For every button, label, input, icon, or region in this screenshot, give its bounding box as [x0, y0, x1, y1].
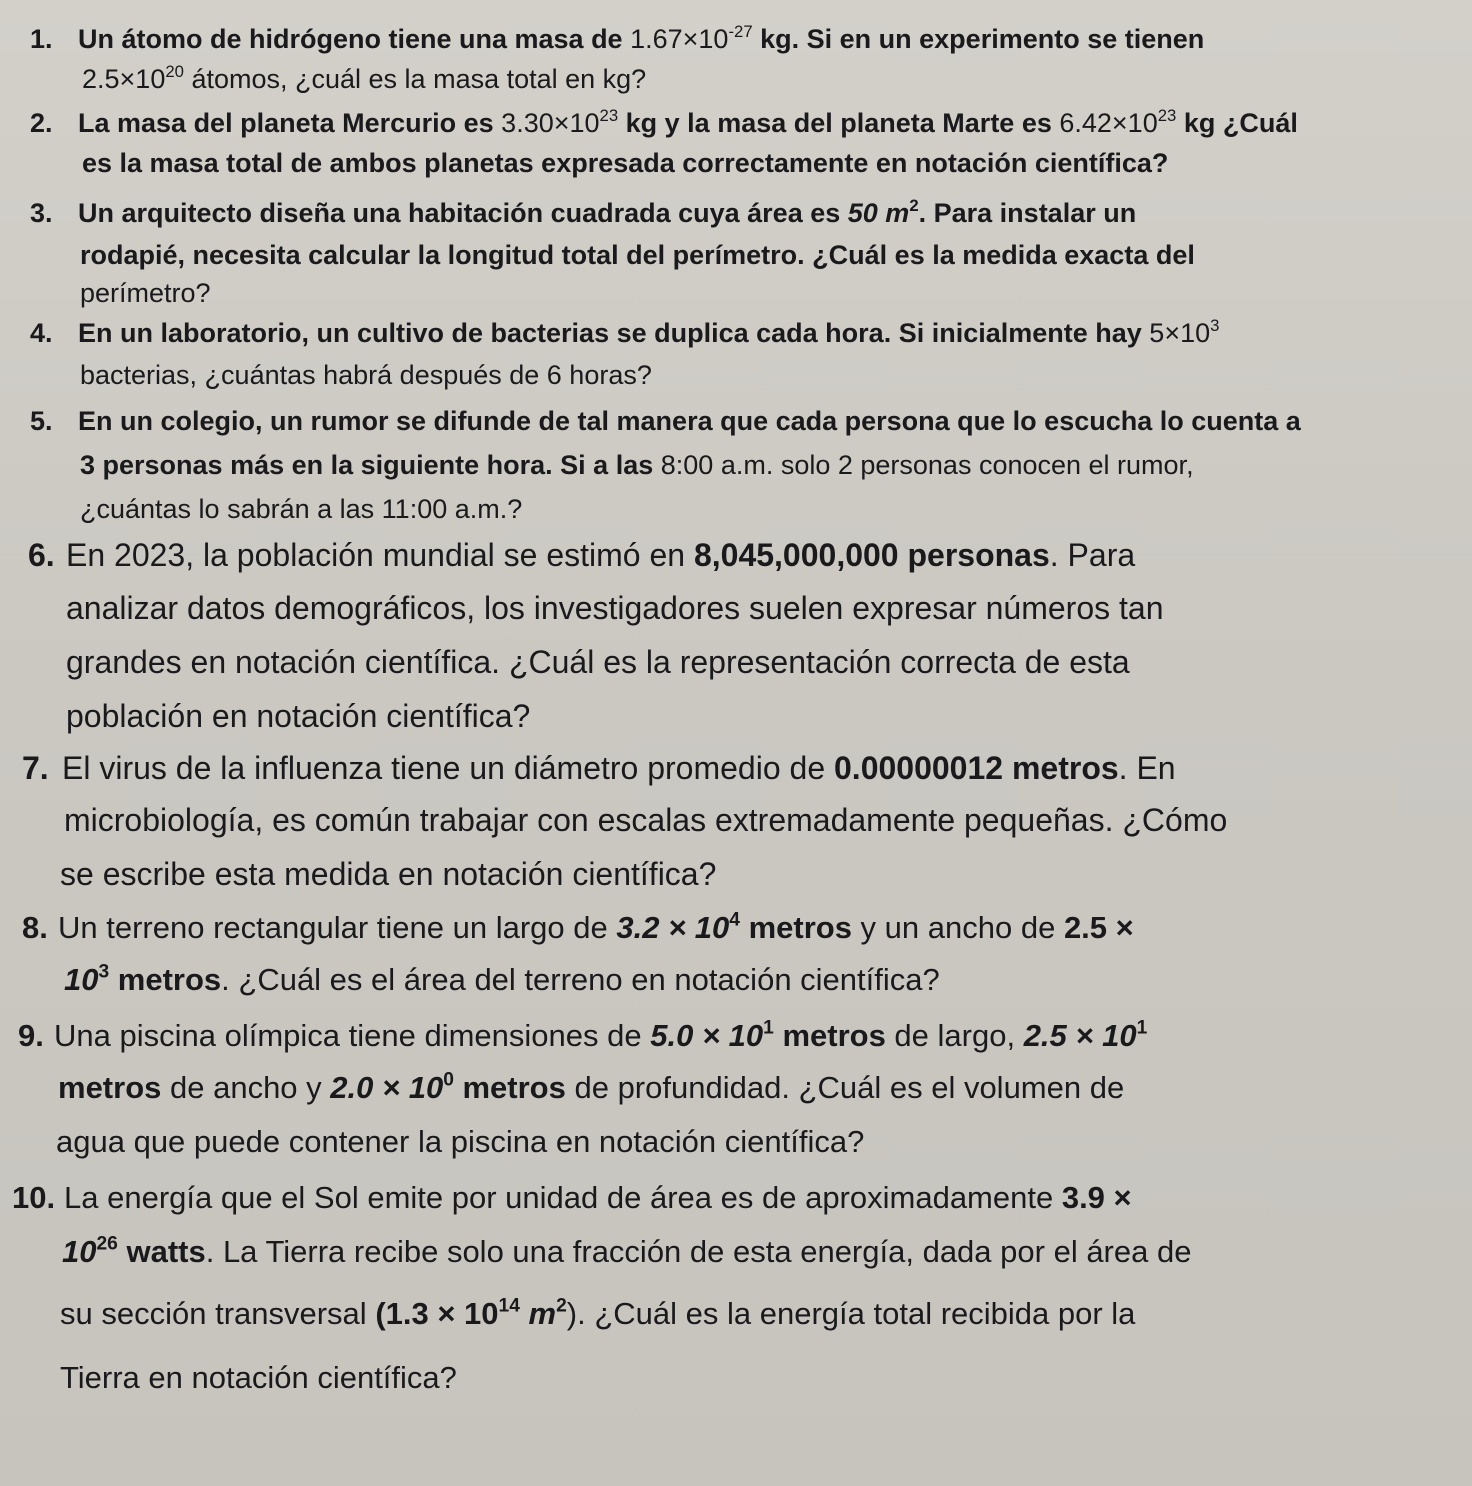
question-10-line-3: su sección transversal ($1.3 \times 10^{14}$ $m^2$). ¿Cuál es la energía total recibida por la [60, 1295, 1136, 1331]
question-7-line-1: El virus de la influenza tiene un diámetro promedio de 0.00000012 metros. En [62, 750, 1176, 786]
question-10-line-4: Tierra en notación científica? [60, 1360, 457, 1395]
question-6-line-1: En 2023, la población mundial se estimó en 8,045,000,000 personas. Para [66, 537, 1136, 573]
question-3-line-1: Un arquitecto diseña una habitación cuadrada cuya área es 50 $m^2$. Para instalar un [78, 196, 1137, 228]
question-5-line-3: ¿cuántas lo sabrán a las 11:00 a.m.? [80, 494, 523, 524]
question-2-line-2: es la masa total de ambos planetas expresada correctamente en notación científica? [82, 148, 1169, 178]
question-6-line-3: grandes en notación científica. ¿Cuál es la representación correcta de esta [66, 644, 1130, 680]
question-8-line-1: Un terreno rectangular tiene un largo de $3.2 \times 10^4$ metros y un ancho de 2.5 × [58, 909, 1134, 945]
question-9-line-2: metros de ancho y $2.0 \times 10^0$ metros de profundidad. ¿Cuál es el volumen de [58, 1069, 1125, 1105]
question-number: 4. [30, 318, 53, 348]
question-number: 2. [30, 108, 53, 138]
question-1-line-2: $2.5\times 10^{20}$ átomos, ¿cuál es la masa total en kg? [82, 62, 647, 94]
question-number: 6. [28, 537, 55, 573]
question-3-line-3: perímetro? [80, 278, 211, 308]
question-10-line-1: La energía que el Sol emite por unidad de área es de aproximadamente 3.9 × [64, 1180, 1132, 1215]
question-8-line-2: $10^3$ metros. ¿Cuál es el área del terreno en notación científica? [64, 961, 940, 997]
question-4-line-2: bacterias, ¿cuántas habrá después de 6 horas? [80, 360, 652, 390]
question-number: 3. [30, 198, 53, 228]
question-number: 8. [22, 910, 48, 945]
question-9-line-3: agua que puede contener la piscina en notación científica? [56, 1124, 865, 1159]
question-7-line-2: microbiología, es común trabajar con escalas extremadamente pequeñas. ¿Cómo [64, 802, 1228, 838]
question-6-line-4: población en notación científica? [66, 698, 531, 734]
question-10-line-2: $10^{26}$ watts. La Tierra recibe solo una fracción de esta energía, dada por el área de [62, 1233, 1192, 1269]
question-number: 7. [22, 750, 49, 786]
question-5-line-1: En un colegio, un rumor se difunde de tal manera que cada persona que lo escucha lo cuenta a [78, 406, 1301, 436]
question-1-line-1: Un átomo de hidrógeno tiene una masa de $1.67\times 10^{-27}$ kg. Si en un experimento se tienen [78, 22, 1205, 54]
question-number: 5. [30, 406, 53, 436]
question-4-line-1: En un laboratorio, un cultivo de bacterias se duplica cada hora. Si inicialmente hay $5\times 10^3$ [78, 316, 1220, 348]
question-5-line-2: 3 personas más en la siguiente hora. Si a las 8:00 a.m. solo 2 personas conocen el rumor, [80, 450, 1194, 480]
question-3-line-2: rodapié, necesita calcular la longitud total del perímetro. ¿Cuál es la medida exacta del [80, 240, 1195, 270]
question-7-line-3: se escribe esta medida en notación científica? [60, 856, 717, 892]
question-number: 10. [12, 1180, 56, 1215]
question-number: 1. [30, 24, 53, 54]
question-number: 9. [18, 1018, 44, 1053]
question-9-line-1: Una piscina olímpica tiene dimensiones de $5.0 \times 10^1$ metros de largo, $2.5 \times 10^1$ [54, 1017, 1148, 1053]
question-2-line-1: La masa del planeta Mercurio es $3.30\times 10^{23}$ kg y la masa del planeta Marte es $6.42\times 10^{23}$ kg ¿Cuál [78, 106, 1298, 138]
question-6-line-2: analizar datos demográficos, los investigadores suelen expresar números tan [66, 590, 1164, 626]
